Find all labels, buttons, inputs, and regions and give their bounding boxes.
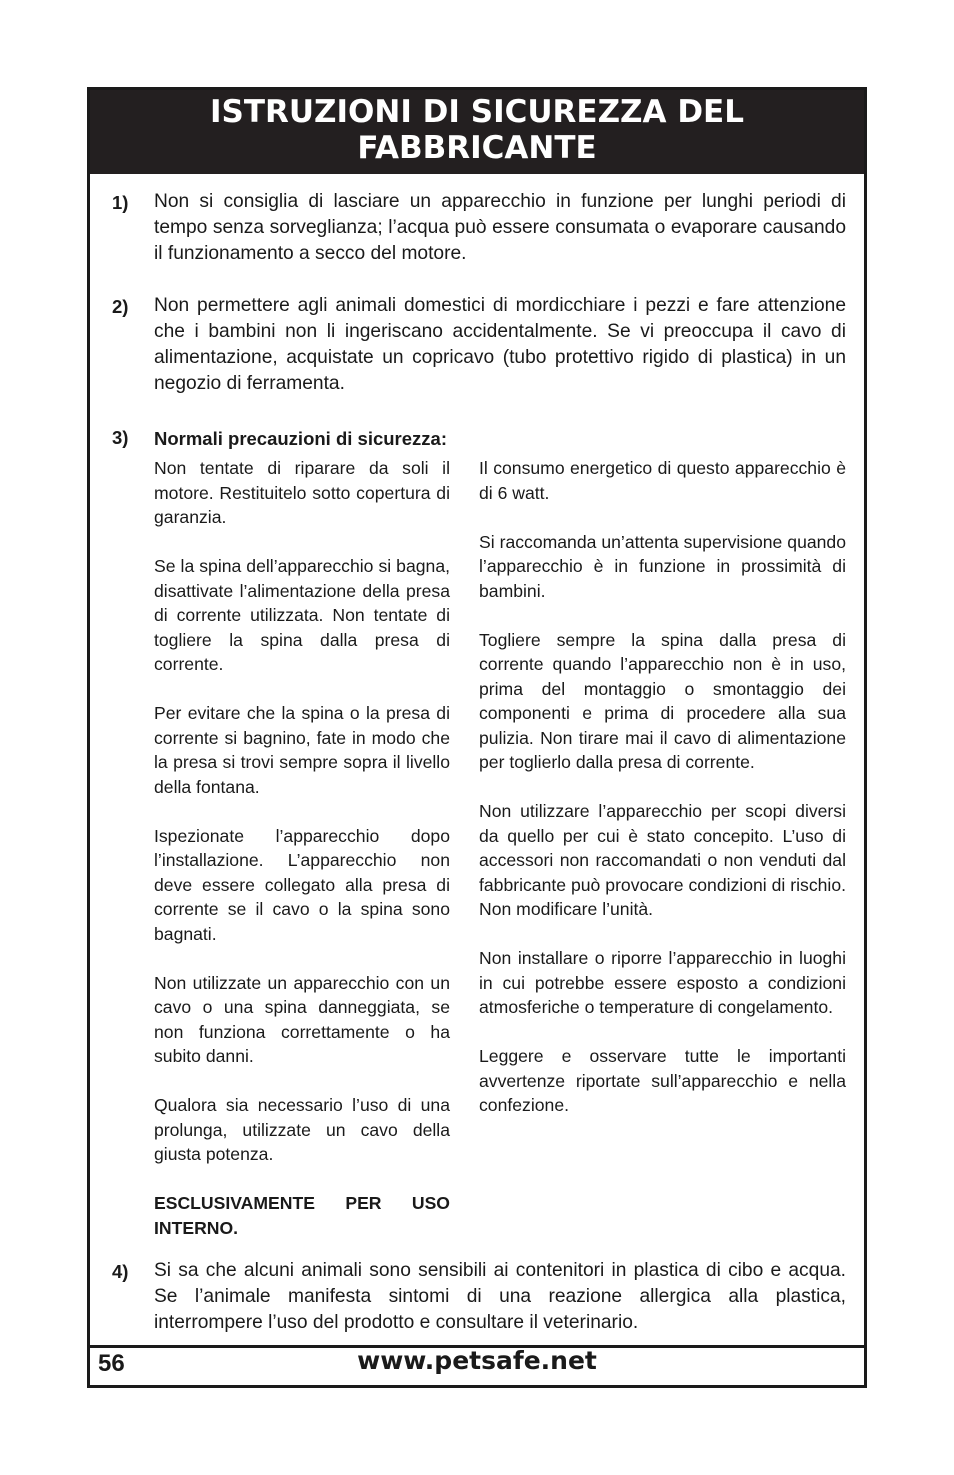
page-frame xyxy=(87,87,867,1388)
item-heading: Normali precauzioni di sicurezza: xyxy=(154,428,447,449)
indoor-use-note: ESCLUSIVAMENTE PER USO INTERNO. xyxy=(154,1193,450,1238)
item-number: 2) xyxy=(112,296,129,317)
precaution-paragraph: Si raccomanda un’attenta supervisione quando l’apparecchio è in funzione in prossimità di bambini. xyxy=(479,531,846,601)
precaution-paragraph: Non utilizzate un apparecchio con un cavo o una spina danneggiata, se non funziona correttamente o ha subito danni. xyxy=(154,972,450,1066)
item-number: 3) xyxy=(112,427,129,448)
precaution-paragraph: Leggere e osservare tutte le importanti avvertenze riportate sull’apparecchio e nella confezione. xyxy=(479,1046,846,1115)
title-line-1: ISTRUZIONI DI SICUREZZA DEL xyxy=(210,94,744,130)
precaution-paragraph: Il consumo energetico di questo apparecchio è di 6 watt. xyxy=(479,458,846,503)
precaution-paragraph: Non installare o riporre l’apparecchio in luoghi in cui potrebbe essere esposto a condizioni atmosferiche o temperature di congelamento. xyxy=(479,948,846,1017)
page-title xyxy=(90,90,864,174)
precautions-right-column xyxy=(479,456,846,1142)
item-text: Non permettere agli animali domestici di mordicchiare i pezzi e fare attenzione che i bambini non li ingeriscano accidentalmente. Se vi preoccupa il cavo di alimentazione, acquistate un copricavo (tubo protettivo rigido di plastica) in un negozio di ferramenta. xyxy=(154,295,846,394)
website-url: www.petsafe.net xyxy=(357,1346,597,1375)
page-number: 56 xyxy=(98,1350,125,1377)
precaution-paragraph: Qualora sia necessario l’uso di una prolunga, utilizzate un cavo della giusta potenza. xyxy=(154,1095,450,1164)
item-number: 4) xyxy=(112,1261,129,1282)
precaution-paragraph: Per evitare che la spina o la presa di corrente si bagnino, fate in modo che la presa si trovi sempre sopra il livello della fontana. xyxy=(154,703,450,797)
item-number: 1) xyxy=(112,192,129,213)
title-line-2: FABBRICANTE xyxy=(357,130,597,166)
precaution-paragraph: Non utilizzare l’apparecchio per scopi diversi da quello per cui è stato concepito. L’uso di accessori non raccomandati o non venduti dal fabbricante può provocare condizioni di rischio. Non modificare l’unità. xyxy=(479,801,846,919)
item-text: Si sa che alcuni animali sono sensibili ai contenitori in plastica di cibo e acqua. Se l’animale manifesta sintomi di una reazione allergica alla plastica, interrompere l’uso del prodotto e consultare il veterinario. xyxy=(154,1260,846,1333)
precaution-paragraph: Se la spina dell’apparecchio si bagna, disattivate l’alimentazione della presa di corrente utilizzata. Non tentate di togliere la spina dalla presa di corrente. xyxy=(154,556,450,674)
precaution-paragraph: Togliere sempre la spina dalla presa di corrente quando l’apparecchio non è in uso, prima del montaggio o smontaggio dei componenti e prima di procedere alla sua pulizia. Non tirare mai il cavo di alimentazione per toglierlo dalla presa di corrente. xyxy=(479,629,846,772)
precautions-left-column xyxy=(154,456,450,1265)
item-text: Non si consiglia di lasciare un apparecchio in funzione per lunghi periodi di tempo senza sorveglianza; l’acqua può essere consumata o evaporare causando il funzionamento a secco del motore. xyxy=(154,191,846,264)
precaution-paragraph: Non tentate di riparare da soli il motore. Restituitelo sotto copertura di garanzia. xyxy=(154,458,450,527)
precaution-paragraph: Ispezionate l’apparecchio dopo l’installazione. L’apparecchio non deve essere collegato alla presa di corrente se il cavo o la spina sono bagnati. xyxy=(154,825,450,944)
